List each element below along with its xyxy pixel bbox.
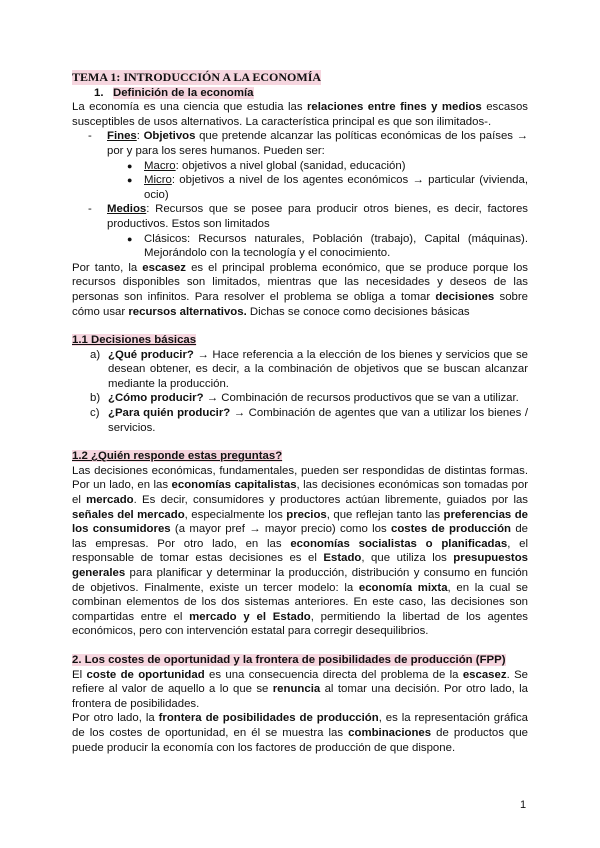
bullet-icon: ●	[127, 160, 133, 171]
fines-subitem-macro	[72, 159, 528, 174]
bold-run: escasez	[462, 668, 507, 681]
bold-run: renuncia	[272, 683, 321, 696]
escasez-text-1: Por tanto, la	[72, 261, 143, 274]
dash-marker: -	[88, 203, 92, 216]
bullet-icon: ●	[127, 233, 133, 244]
section-2-title: 2. Los costes de oportunidad y la frontera de posibilidades de producción (FPP)	[72, 653, 506, 666]
fines-term: Fines	[107, 130, 137, 143]
section-1-title: Definición de la economía	[113, 86, 254, 99]
medios-term: Medios	[107, 203, 147, 216]
escasez-bold-1: escasez	[142, 261, 187, 274]
text-run: Las decisiones económicas, fundamentales, pueden ser respondidas de distintas formas. Por un lado, en las	[72, 464, 528, 492]
page-title: TEMA 1: INTRODUCCIÓN A LA ECONOMÍA	[72, 70, 322, 84]
fines-text: que pretende alcanzar las políticas económicas de los países → por y para los seres humanos. Pueden ser:	[107, 130, 528, 157]
bold-run: señales del mercado	[72, 508, 185, 521]
text-run: , el responsable de tomar estas decisiones es el	[72, 537, 528, 565]
escasez-bold-2: decisiones	[435, 290, 495, 303]
decision-item-c	[72, 406, 528, 435]
escasez-bold-3: recursos alternativos.	[128, 305, 247, 318]
escasez-paragraph	[72, 261, 528, 319]
fines-subitem-micro	[72, 173, 528, 202]
bold-run: presupuestos generales	[72, 552, 528, 579]
decision-item-b	[72, 391, 528, 406]
section-1-1-heading	[72, 333, 528, 348]
intro-paragraph	[72, 100, 528, 129]
bold-run: preferencias de los consumidores	[72, 508, 529, 536]
text-run: es una consecuencia directa del problema de la	[204, 668, 463, 681]
fines-colon: :	[136, 130, 144, 143]
text-run: de productos que puede producir la economía con los factores de producción de que dispone.	[72, 726, 528, 754]
decision-question: ¿Cómo producir?	[108, 392, 204, 405]
text-run: , que utiliza los	[361, 552, 454, 565]
decision-question: ¿Para quién producir?	[108, 407, 231, 420]
text-run: . Es decir, consumidores y productores actúan libremente, guiados por las	[133, 494, 529, 507]
text-run: , en la cual se combinan elementos de los dos sistemas anteriores. En este caso, las decisiones son compartidas entre el	[72, 581, 528, 623]
bold-run: mercado y el Estado	[189, 610, 311, 623]
bold-run: costes de producción	[391, 523, 512, 536]
decision-text: → Combinación de recursos productivos que se van a utilizar.	[203, 392, 519, 405]
text-run: (a mayor pref → mayor precio) como los	[170, 523, 392, 536]
text-run: al tomar una decisión. Por otro lado, la frontera de posibilidades.	[72, 683, 528, 710]
intro-bold-1: relaciones entre fines y medios	[307, 101, 482, 114]
list-marker: c)	[90, 407, 100, 420]
micro-term: Micro	[144, 174, 172, 187]
bold-run: combinaciones	[348, 726, 432, 739]
bold-run: mercado	[86, 494, 134, 507]
bold-run: economías capitalistas	[171, 479, 297, 492]
escasez-text-2: es el principal problema económico, que se produce porque los recursos disponibles son limitados, mientras que las necesidades y deseos de las personas son infinitos. Para resolver el problema se obliga a tomar	[72, 261, 528, 303]
list-marker: a)	[90, 348, 101, 361]
bullet-icon: ●	[127, 175, 133, 186]
section-1-number: 1.	[94, 86, 104, 99]
text-run: , es la representación gráfica de los costes de oportunidad, en él se muestra las	[72, 712, 528, 739]
intro-text-2: escasos susceptibles de usos alternativos. La característica principal es que son ilimitados-.	[72, 101, 528, 128]
bold-run: economías socialistas o planificadas	[290, 537, 508, 550]
opportunity-cost-paragraph	[72, 668, 528, 712]
section-1-heading	[94, 86, 528, 101]
text-run: , especialmente los	[184, 508, 287, 521]
bold-run: frontera de posibilidades de producción	[158, 712, 379, 725]
bold-run: Estado	[323, 552, 362, 565]
escasez-text-4: Dichas se conoce como decisiones básicas	[246, 305, 470, 318]
macro-term: Macro	[144, 159, 176, 172]
macro-text: : objetivos a nivel global (sanidad, educación)	[175, 159, 406, 172]
fpp-paragraph	[72, 711, 528, 755]
section-1-1-title: 1.1 Decisiones básicas	[72, 334, 197, 347]
text-run: El	[72, 668, 87, 681]
text-run: para planificar y determinar la producción, distribución y consumo en función de objetivos. Finalmente, existe un tercer modelo: la	[72, 567, 528, 594]
medios-item	[72, 202, 528, 231]
text-run: , que reflejan tanto las	[326, 508, 444, 521]
medios-text: : Recursos que se posee para producir otros bienes, es decir, factores productivos. Estos son limitados	[107, 203, 528, 230]
medios-subitem	[72, 232, 528, 261]
bold-run: economía mixta	[358, 581, 448, 594]
escasez-text-3: sobre cómo usar	[72, 290, 528, 318]
decision-text: → Hace referencia a la elección de los bienes y servicios que se desean obtener, es decir, a la combinación de objetivos que se buscan alcanzar mediante la producción.	[108, 348, 528, 390]
list-marker: b)	[90, 392, 101, 405]
who-answers-paragraph	[72, 464, 528, 639]
document-page	[72, 70, 528, 755]
fines-bold: Objetivos	[143, 130, 196, 143]
bold-run: coste de oportunidad	[86, 668, 205, 681]
medios-subitem-text: Clásicos: Recursos naturales, Población (trabajo), Capital (máquinas). Mejorándolo con la tecnología y el conocimiento.	[144, 232, 528, 260]
bold-run: precios	[286, 508, 327, 521]
micro-text: : objetivos a nivel de los agentes económicos → particular (vivienda, ocio)	[144, 174, 528, 201]
page-number: 1	[520, 799, 527, 811]
intro-text-1: La economía es una ciencia que estudia las	[72, 101, 307, 114]
fines-item	[72, 129, 528, 158]
text-run: , las decisiones económicas son tomadas por el	[72, 479, 529, 507]
section-1-2-heading	[72, 449, 528, 464]
decision-text: → Combinación de agentes que van a utilizar los bienes / servicios.	[108, 407, 528, 434]
text-run: Por otro lado, la	[72, 712, 159, 725]
decision-question: ¿Qué producir?	[108, 348, 194, 361]
section-1-2-title: 1.2 ¿Quién responde estas preguntas?	[72, 450, 283, 463]
section-2-heading	[72, 653, 528, 668]
text-run: , permitiendo la libertad de los agentes económicos, pero con intervención estatal para corregir desequilibrios.	[72, 610, 528, 638]
text-run: de las empresas. Por otro lado, en las	[72, 523, 529, 550]
text-run: . Se refiere al valor de aquello a lo que se	[72, 668, 529, 696]
decision-item-a	[72, 348, 528, 392]
dash-marker: -	[88, 130, 92, 143]
